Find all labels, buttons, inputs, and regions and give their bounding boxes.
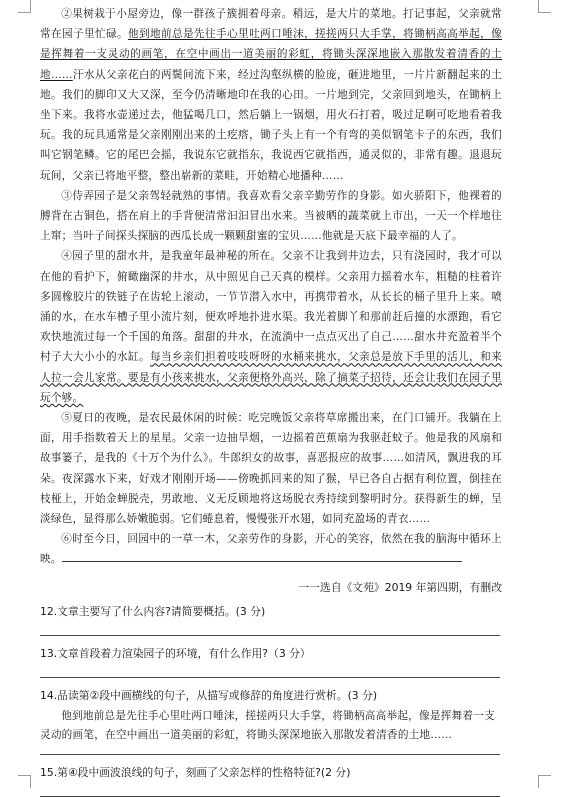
question-13: 13.文章首段着力渲染园子的环境，有什么作用?（3 分）	[40, 646, 311, 660]
source-citation: 一一选自《文苑》2019 年第四期，有删改	[298, 580, 502, 594]
paragraph-6	[40, 529, 502, 569]
crop-mark-top-right	[538, 0, 551, 13]
paragraph-2-text-a: 果树栽于小屋旁边，像一群孩子簇拥着母亲。稍远，是大片的菜地。打记事起，父亲就常常在园子里忙碌。	[40, 8, 503, 41]
paragraph-5-text: 夏日的夜晚，是农民最休闲的时候：吃完晚饭父亲将草席搬出来，在门口铺开。我躺在上面，用手指数着天上的星星。父亲一边抽旱烟，一边摇着芭蕉扇为我驱赶蚊子。他是我的风扇和故事篓子，是我的《十万个为什么》。牛郎织女的故事，喜恶报应的故事……如清风，飘进我的耳朵。夜深露水下来，好戏才刚刚开场——傍晚抓回来的知了猴，早已各自占据有利位置，倒挂在枝桠上，开始金蝉脱壳，男敢地、义无反顾地将这场脱衣秀持续到黎明时分。获得新生的蝉，呈淡绿色，显得那么娇嫩脆弱。它们蜷息着，慢慢张开水翅，如同充盈场的青衣……	[40, 412, 503, 526]
paragraph-4-marker: ④	[61, 250, 73, 263]
paragraph-2	[40, 4, 502, 186]
paragraph-2-text-b: 汗水从父亲花白的两鬓间流下来，经过沟壑纵横的脸庞，砸进地里，一片片新翻起来的土地。我们的脚印又大又深，至今仍清晰地印在我的心田。一片地到完，父亲回到地头，在锄柄上坐下来。我将水壶递过去，他猛喝几口，然后躺上一锅烟，用火石打着，吸过足啊可吃地看着我玩。我的玩具通常是父亲刚刚出来的土疙瘩，锄子头上有一个有弯的美似钢笔卡子的东西，我们叫它钢笔鳞。它的尾巴会摇，我说东它就指东，我说西它就指西，通灵似的，非常有趣。退退玩玩间，父亲已将地平整，整出崭新的菜畦，开始精心地播种……	[40, 68, 503, 182]
crop-mark-bottom-right	[538, 775, 551, 788]
question-14-quoted-sentence: 他到地前总是先往手心里吐两口唾沫，搓搓两只大手掌，将锄柄高高举起，像是挥舞着一支灵动的画笔，在空中画出一道美丽的彩虹，将锄头深深地嵌入那散发着清香的土地……	[40, 709, 495, 741]
reading-passage	[40, 4, 502, 797]
answer-line-15[interactable]	[40, 795, 500, 797]
paragraph-3-text: 侍弄园子是父亲驾轻就熟的事情。我喜欢看父亲辛勤劳作的身影。如火骄阳下，他裸着的膊背在古铜色，搭在肩上的手背便清常汩汩冒出水来。当被晒的蔬菜就上市出，一天一个样地往上窜；当叶子间探头探脑的西瓜长成一颗颗甜蜜的宝贝……他就是天底下最幸福的人了。	[40, 189, 503, 243]
answer-underline	[62, 560, 462, 562]
crop-mark-top-left	[18, 0, 31, 13]
paragraph-4	[40, 246, 502, 408]
question-15: 15.第④段中画波浪线的句子，刻画了父亲怎样的性格特征?(2 分)	[40, 765, 351, 779]
paragraph-4-wavy-sentence: 每当乡亲们担着吱吱呀呀的水桶来挑水，父亲总是放下手里的活儿，和来人拉一会儿家常。要是有小孩来挑水，父亲便格外高兴，除了摘菜子招待，还会让我们在园子里玩个够。	[40, 351, 503, 404]
paragraph-3	[40, 186, 502, 247]
crop-mark-bottom-left	[18, 775, 31, 788]
question-14: 14.品读第②段中画横线的句子，从描写或修辞的角度进行赏析。(3 分)	[40, 688, 378, 702]
paragraph-5	[40, 408, 502, 529]
question-12: 12.文章主要写了什么内容?请简要概括。(3 分)	[40, 604, 266, 618]
paragraph-3-marker: ③	[61, 189, 73, 202]
paragraph-4-text: 园子里的甜水井，是我童年最神秘的所在。父亲不让我到井边去，只有浇园时，我才可以在他的看护下，俯瞰幽深的井水，从中照见自己天真的模样。父亲用力摇着水车，粗糙的柱着许多圆橡胶片的铁链子在齿轮上滚动，一节节潜入水中，再携带着水，从长长的桶子里升上来。喷涌的水，在水车槽子里小流片刻，便欢呼地扑进水渠。我光着脚丫和那前赶后撞的水漂跑，看它欢快地流过每一个千国的角落。甜甜的井水，在流淌中一点点灭出了自己……甜水井充盈着半个村子大大小小的水缸。	[40, 250, 503, 364]
paragraph-5-marker: ⑤	[61, 412, 73, 425]
paragraph-6-text: 时至今日，回园中的一草一木，父亲劳作的身影，开心的笑容，依然在我的脑海中循环上映。	[40, 533, 503, 566]
paragraph-2-underlined-sentence: 他到地前总是先往手心里吐两口唾沫，搓搓两只大手掌，将锄柄高高举起，像是挥舞着一支灵动的画笔，在空中画出一道美丽的彩虹，将锄头深深地嵌入那散发着清香的土地……	[40, 28, 502, 81]
paragraph-2-marker: ②	[61, 8, 73, 20]
paragraph-6-marker: ⑥	[61, 533, 73, 546]
